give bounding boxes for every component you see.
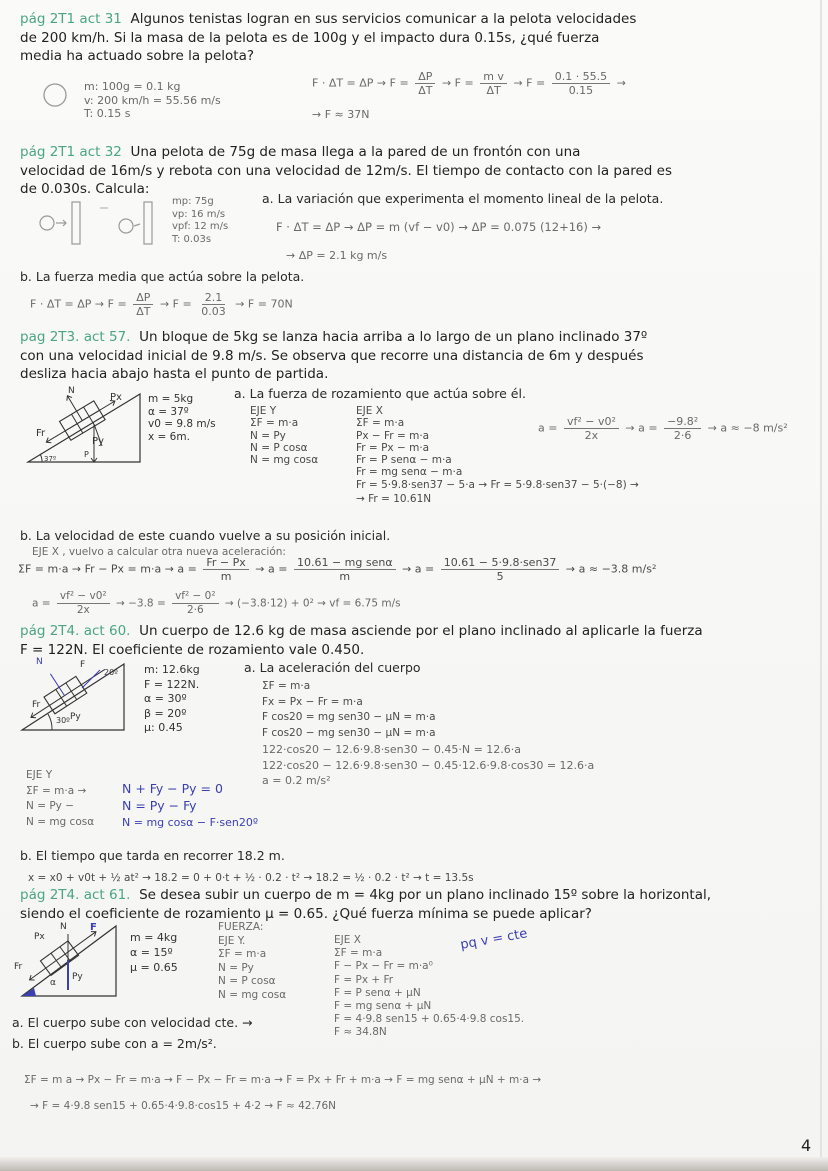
problem-ref: pág 2T4. act 60. bbox=[20, 623, 131, 639]
problem-32-part-a-line2: → ΔP = 2.1 kg m/s bbox=[286, 249, 388, 262]
page-bottom-shadow bbox=[0, 1157, 828, 1171]
problem-57-data: m = 5kg α = 37º v0 = 9.8 m/s x = 6m. bbox=[148, 393, 216, 443]
fraction: $\frac{\text{vf² − 0²}}{2\cdot 6}$ bbox=[172, 590, 218, 617]
fraction: $\frac{\Delta P}{\Delta T}$ bbox=[133, 291, 153, 318]
label-angle: 37º bbox=[44, 455, 57, 463]
fraction: $\frac{\text{vf² − v0²}}{2x}$ bbox=[564, 415, 619, 442]
problem-ref: pág 2T1 act 32 bbox=[20, 144, 122, 160]
label-fr: Fr bbox=[32, 700, 41, 710]
problem-57-part-b-note: EJE X , vuelvo a calcular otra nueva aceleración: bbox=[32, 546, 286, 558]
problem-61-part-a-label: a. El cuerpo sube con velocidad cte. → bbox=[12, 1015, 253, 1030]
problem-60-part-b-line: x = x0 + v0t + ½ at² → 18.2 = 0 + 0·t + ½ · 0.2 · t² → 18.2 = ½ · 0.2 · t² → t = 13.5s bbox=[28, 872, 474, 884]
label-f: F bbox=[90, 922, 97, 933]
problem-32-part-b-label: b. La fuerza media que actúa sobre la pelota. bbox=[20, 269, 305, 284]
problem-57-part-a-label: a. La fuerza de rozamiento que actúa sobre él. bbox=[234, 386, 526, 401]
problem-ref: pag 2T3. act 57. bbox=[20, 329, 131, 345]
problem-ref: pág 2T1 act 31 bbox=[20, 11, 122, 27]
ball-wall-diagram bbox=[38, 198, 178, 248]
fraction: $\frac{\text{m v}}{\Delta T}$ bbox=[480, 70, 507, 97]
problem-32-statement: pág 2T1 act 32 Una pelota de 75g de masa llega a la pared de un frontón con una velocidad de 16m/s y rebota con una velocidad de 12m/s. El tiempo de contacto con la pared es de 0.030s. Calcula: bbox=[20, 144, 672, 197]
problem-31-calc: F · ΔT = ΔP → F = $\frac{\Delta P}{\Delta T}$ → F = $\frac{\text{m v}}{\Delta T}$ → F = $\frac{0.1 \cdot 55.5}{0.15}$ → bbox=[312, 70, 626, 97]
label-py: Py bbox=[70, 712, 81, 722]
label-py: Py bbox=[92, 436, 104, 447]
label-normal: N bbox=[60, 922, 67, 932]
problem-60-part-b-label: b. El tiempo que tarda en recorrer 18.2 m. bbox=[20, 848, 285, 863]
problem-61-forces: FUERZA: EJE Y. ΣF = m·a N = Py N = P cosα N = mg cosα bbox=[218, 921, 287, 1001]
problem-31-data: m: 100g = 0.1 kg v: 200 km/h = 55.56 m/s T: 0.15 s bbox=[84, 80, 221, 120]
ball-icon bbox=[42, 82, 68, 108]
problem-60-part-a-lines: ΣF = m·a Fx = Px − Fr = m·a F cos20 = mg sen30 − μN = m·a F cos20 − mg sen30 − μN = m·a 122·cos20 − 12.6·9.8·sen30 − 0.45·N = 12.6·a 122·cos20 − 12.6·9.8·sen30 − 0.45·12.6·9.8·cos30 = 12.6·a a = 0.2 m/s² bbox=[262, 680, 595, 788]
label-px: Px bbox=[110, 392, 122, 403]
problem-32-part-a-line1: F · ΔT = ΔP → ΔP = m (vf − v0) → ΔP = 0.075 (12+16) → bbox=[276, 220, 602, 234]
problem-57-eje-x: EJE X ΣF = m·a Px − Fr = m·a Fr = Px − m·a Fr = P senα − m·a Fr = mg senα − m·a Fr = 5·9.8·sen37 − 5·a → Fr = 5·9.8·sen37 − 5·(−8) → → Fr = 10.61N bbox=[356, 405, 639, 506]
problem-60-data: m: 12.6kg F = 122N. α = 30º β = 20º μ: 0.45 bbox=[144, 663, 200, 734]
problem-57-statement: pag 2T3. act 57. Un bloque de 5kg se lanza hacia arriba a lo largo de un plano inclinado 37º con una velocidad inicial de 9.8 m/s. Se observa que recorre una distancia de 6m y después desliza hacia abajo hasta el punto de partida. bbox=[20, 329, 648, 382]
problem-60-eje-y: EJE Y ΣF = m·a → N = Py − N = mg cosα bbox=[26, 769, 95, 828]
fraction: $\frac{0.1 \cdot 55.5}{0.15}$ bbox=[552, 70, 610, 97]
label-px: Px bbox=[34, 932, 45, 942]
fraction: $\frac{\text{vf² − v0²}}{2x}$ bbox=[57, 590, 110, 617]
label-p: P bbox=[84, 450, 89, 459]
problem-61-part-b-line2: → F = 4·9.8 sen15 + 0.65·4·9.8·cos15 + 4·2 → F ≈ 42.76N bbox=[30, 1100, 336, 1112]
problem-57-part-b-label: b. La velocidad de este cuando vuelve a su posición inicial. bbox=[20, 528, 391, 543]
problem-57-accel: a = $\frac{\text{vf² − v0²}}{2x}$ → a = $\frac{\text{−9.8²}}{2\cdot 6}$ → a ≈ −8 m/s² bbox=[538, 415, 788, 442]
label-fr: Fr bbox=[36, 428, 46, 439]
problem-60-statement: pág 2T4. act 60. Un cuerpo de 12.6 kg de masa asciende por el plano inclinado al aplicarle la fuerza F = 122N. El coeficiente de rozamiento vale 0.450. bbox=[20, 623, 703, 658]
page-number: 4 bbox=[801, 1136, 812, 1155]
label-normal: N bbox=[36, 657, 43, 667]
problem-32-part-b-calc: F · ΔT = ΔP → F = $\frac{\Delta P}{\Delta T}$ → F = $\frac{2.1}{0.03}$ → F = 70N bbox=[30, 291, 293, 318]
label-f: F bbox=[80, 660, 86, 670]
label-angle: α bbox=[50, 978, 56, 988]
problem-57-part-b-line1: ΣF = m·a → Fr − Px = m·a → a = $\frac{Fr - Px}{m}$ → a = $\frac{\text{10.61 − mg senα}}{m}$ → a = $\frac{\text{10.61 − 5·9.8·sen37}}{5}$ → a ≈ −3.8 m/s² bbox=[18, 556, 657, 583]
problem-60-part-a-label: a. La aceleración del cuerpo bbox=[244, 660, 421, 675]
problem-61-statement: pág 2T4. act 61. Se desea subir un cuerpo de m = 4kg por un plano inclinado 15º sobre la horizontal, siendo el coeficiente de rozamiento μ = 0.65. ¿Qué fuerza mínima se puede aplicar? bbox=[20, 887, 712, 922]
page-edge bbox=[820, 0, 822, 1157]
problem-ref: pág 2T4. act 61. bbox=[20, 887, 131, 903]
problem-61-eje-x: EJE X ΣF = m·a F − Px − Fr = m·a⁰ F = Px + Fr F = P senα + μN F = mg senα + μN F = 4·9.8 sen15 + 0.65·4·9.8 cos15. F ≈ 34.8N bbox=[334, 934, 525, 1039]
label-normal: N bbox=[68, 386, 75, 396]
problem-32-part-a-label: a. La variación que experimenta el momento lineal de la pelota. bbox=[262, 191, 664, 206]
problem-60-eje-y-blue: N + Fy − Py = 0 N = Py − Fy N = mg cosα − F·sen20º bbox=[122, 781, 259, 829]
problem-32-data: mp: 75g vp: 16 m/s vpf: 12 m/s T: 0.03s bbox=[172, 196, 229, 245]
problem-61-data: m = 4kg α = 15º μ = 0.65 bbox=[130, 931, 178, 974]
label-fr: Fr bbox=[14, 962, 23, 972]
fraction: $\frac{\text{10.61 − mg senα}}{m}$ bbox=[294, 556, 396, 583]
fraction: $\frac{\text{−9.8²}}{2\cdot 6}$ bbox=[664, 415, 701, 442]
problem-31-statement: pág 2T1 act 31 Algunos tenistas logran en sus servicios comunicar a la pelota velocidades de 200 km/h. Si la masa de la pelota es de 100g y el impacto dura 0.15s, ¿qué fuerza media ha actuado sobre la pelota? bbox=[20, 11, 637, 64]
problem-57-part-b-line2: a = $\frac{\text{vf² − v0²}}{2x}$ → −3.8 = $\frac{\text{vf² − 0²}}{2\cdot 6}$ → (−3.8·12) + 0² → vf = 6.75 m/s bbox=[32, 590, 401, 616]
problem-31-result: → F ≈ 37N bbox=[312, 108, 370, 121]
fraction: $\frac{Fr - Px}{m}$ bbox=[203, 556, 248, 583]
problem-61-blue-note: pq v = cte bbox=[459, 926, 529, 953]
fraction: $\frac{\Delta P}{\Delta T}$ bbox=[415, 70, 435, 97]
problem-61-part-b-label: b. El cuerpo sube con a = 2m/s². bbox=[12, 1036, 217, 1051]
label-py: Py bbox=[72, 972, 83, 982]
problem-57-eje-y: EJE Y ΣF = m·a N = Py N = P cosα N = mg cosα bbox=[250, 405, 319, 467]
fraction: $\frac{\text{10.61 − 5·9.8·sen37}}{5}$ bbox=[441, 556, 560, 583]
label-beta: 20º bbox=[104, 668, 118, 677]
problem-61-part-b-line1: ΣF = m a → Px − Fr = m·a → F − Px − Fr = m·a → F = Px + Fr + m·a → F = mg senα + μN + m·a → bbox=[24, 1074, 542, 1086]
label-angle: 30º bbox=[56, 716, 70, 725]
fraction: $\frac{2.1}{0.03}$ bbox=[201, 291, 226, 318]
